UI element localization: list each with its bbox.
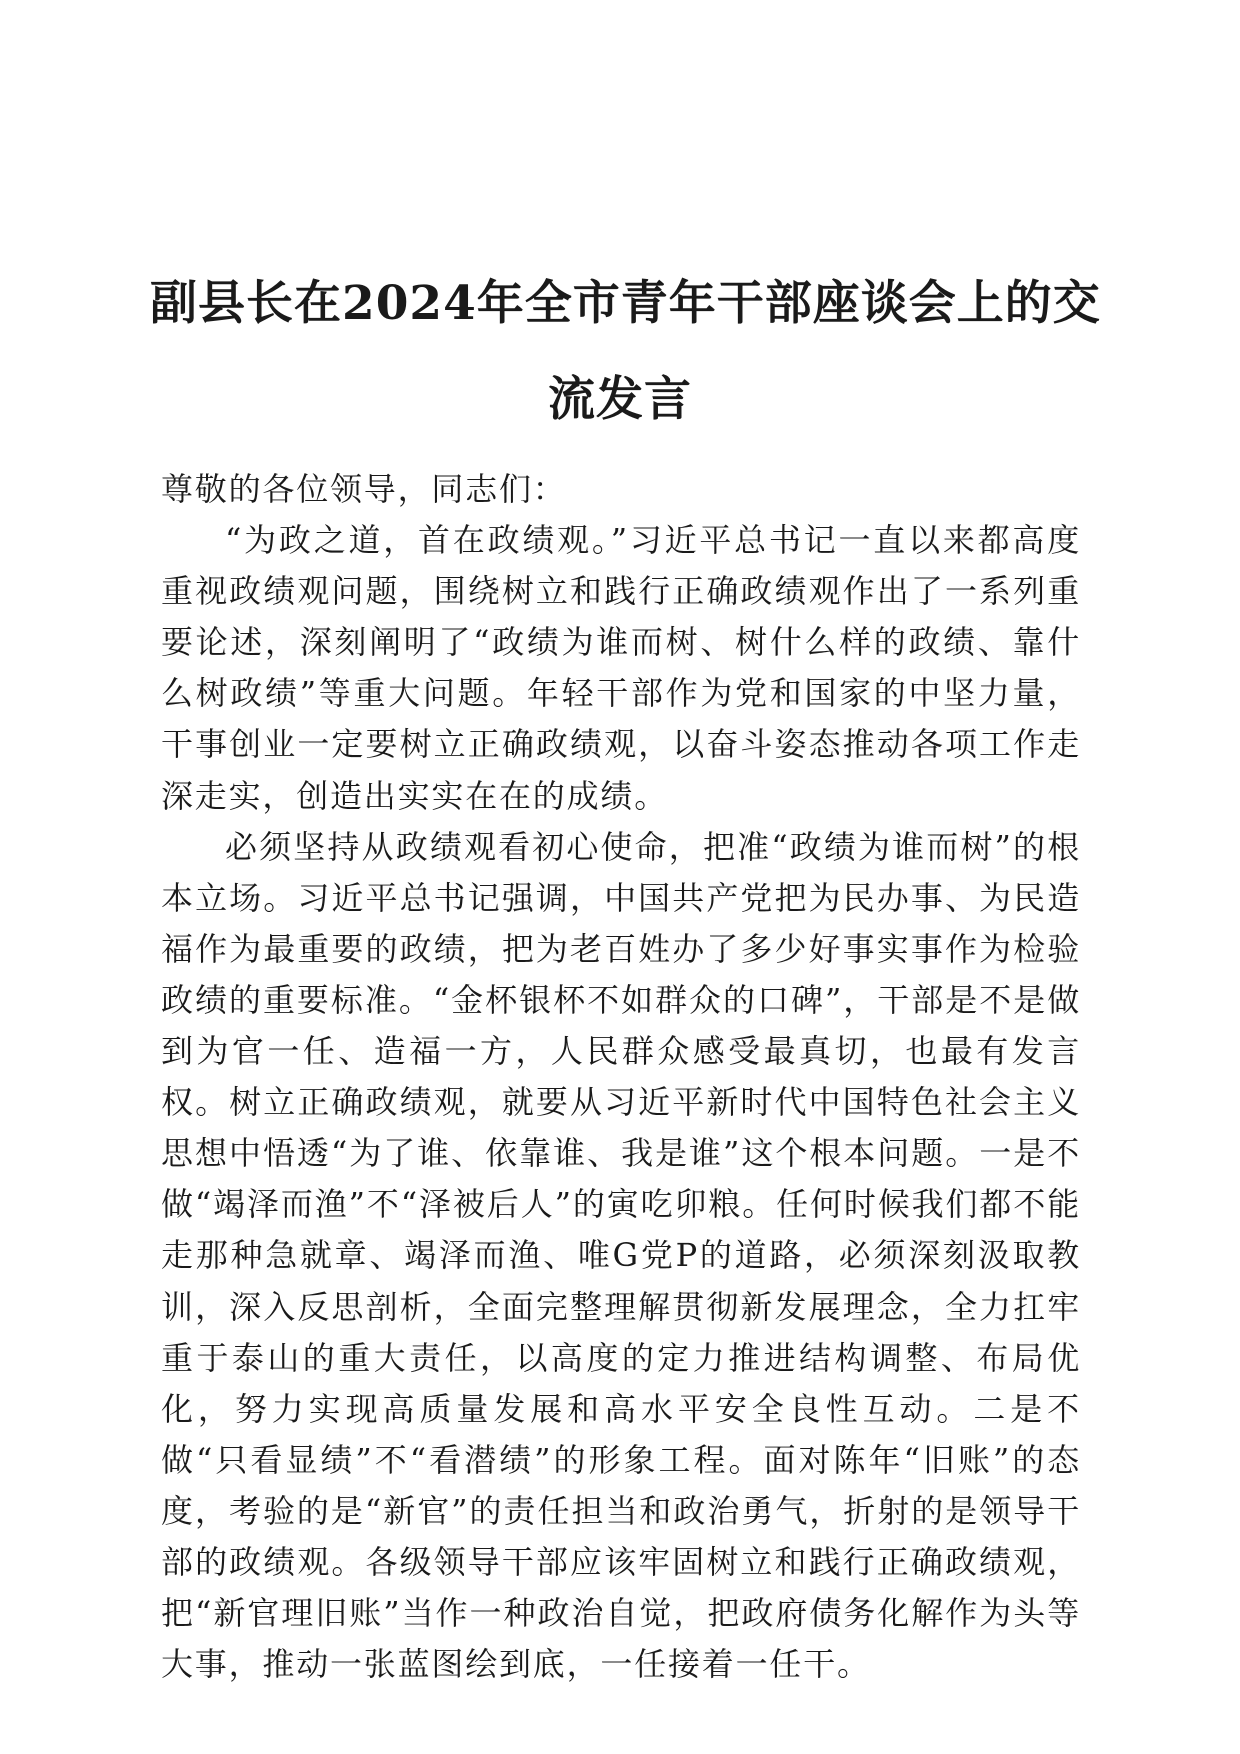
paragraph-intro: “为政之道，首在政绩观。”习近平总书记一直以来都高度重视政绩观问题，围绕树立和践行正确政绩观作出了一系列重要论述，深刻阐明了“政绩为谁而树、树什么样的政绩、靠什么树政绩”等重大问题。年轻干部作为党和国家的中坚力量，干事创业一定要树立正确政绩观，以奋斗姿态推动各项工作走深走实，创造出实实在在的成绩。: [161, 521, 1081, 815]
salutation: 尊敬的各位领导，同志们：: [161, 470, 567, 508]
title-line-1: 副县长在2024年全市青年干部座谈会上的交: [150, 276, 1101, 331]
paragraph-political-performance: 必须坚持从政绩观看初心使命，把准“政绩为谁而树”的根本立场。习近平总书记强调，中国共产党把为民办事、为民造福作为最重要的政绩，把为老百姓办了多少好事实事作为检验政绩的重要标准。“金杯银杯不如群众的口碑”，干部是不是做到为官一任、造福一方，人民群众感受最真切，也最有发言权。树立正确政绩观，就要从习近平新时代中国特色社会主义思想中悟透“为了谁、依靠谁、我是谁”这个根本问题。一是不做“竭泽而渔”不“泽被后人”的寅吃卯粮。任何时候我们都不能走那种急就章、竭泽而渔、唯G党P的道路，必须深刻汲取教训，深入反思剖析，全面完整理解贯彻新发展理念，全力扛牢重于泰山的重大责任，以高度的定力推进结构调整、布局优化，努力实现高质量发展和高水平安全良性互动。二是不做“只看显绩”不“看潜绩”的形象工程。面对陈年“旧账”的态度，考验的是“新官”的责任担当和政治勇气，折射的是领导干部的政绩观。各级领导干部应该牢固树立和践行正确政绩观，把“新官理旧账”当作一种政治自觉，把政府债务化解作为头等大事，推动一张蓝图绘到底，一任接着一任干。: [161, 827, 1081, 1684]
title-line-2: 流发言: [548, 372, 692, 427]
document-body: [161, 464, 1081, 1690]
document-title: [150, 256, 1101, 448]
